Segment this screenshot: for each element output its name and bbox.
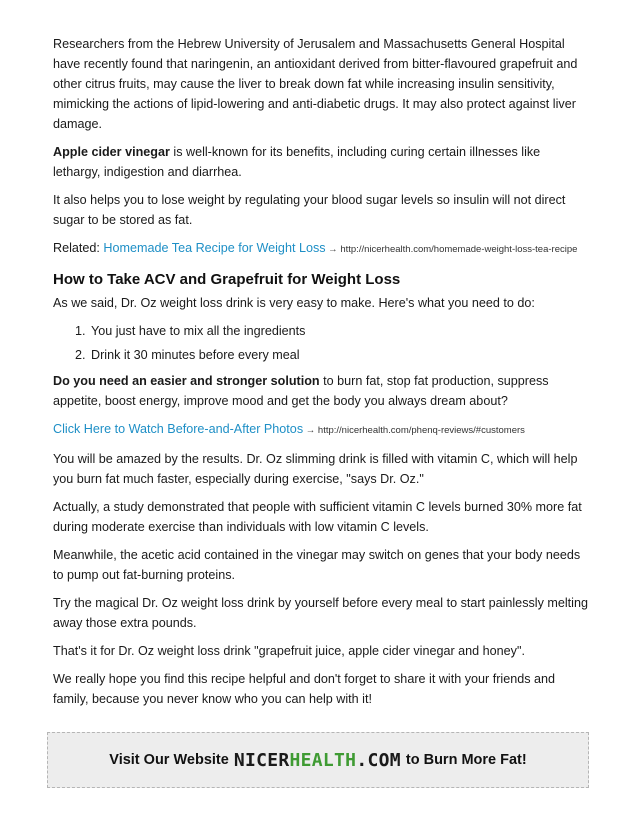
before-after-photos-link[interactable]: Click Here to Watch Before-and-After Photos [53,422,304,436]
list-item: 1. You just have to mix all the ingredients [89,321,590,341]
related-url[interactable]: http://nicerhealth.com/homemade-weight-loss-tea-recipe [340,244,578,255]
solution-text: to burn fat, stop fat production, suppress appetite, boost energy, improve mood and get the body you always dream about? [53,374,549,408]
paragraph-thats-it: That's it for Dr. Oz weight loss drink "grapefruit juice, apple cider vinegar and honey". [53,644,525,658]
paragraph-naringenin: Researchers from the Hebrew University of Jerusalem and Massachusetts General Hospital have recently found that naringenin, an antioxidant derived from bitter-flavoured grapefruit and other citrus fruits, may cause the liver to break down fat while increasing insulin sensitivity, mimicking the actions of lipid-lowering and anti-diabetic drugs. It may also protect against liver damage. [53,37,578,131]
paragraph-intro: As we said, Dr. Oz weight loss drink is very easy to make. Here's what you need to do: [53,296,535,310]
paragraph-blood-sugar: It also helps you to lose weight by regulating your blood sugar levels so insulin will not direct sugar to be stored as fat. [53,193,566,227]
cta-line [53,419,590,441]
steps-list [53,321,590,365]
related-line [53,238,590,260]
paragraph-try-drink: Try the magical Dr. Oz weight loss drink by yourself before every meal to start painlessly melting away those extra pounds. [53,596,588,630]
banner-prefix: Visit Our Website [109,752,229,768]
paragraph-closing: We really hope you find this recipe helpful and don't forget to share it with your friends and family, because you never know who you can help with it! [53,672,556,706]
logo-part-com: .COM [356,749,401,771]
related-tea-recipe-link[interactable]: Homemade Tea Recipe for Weight Loss [103,241,326,255]
paragraph-study: Actually, a study demonstrated that people with sufficient vitamin C levels burned 30% more fat during moderate exercise than individuals with low vitamin C levels. [53,500,582,534]
acv-bold-term: Apple cider vinegar [53,145,170,159]
paragraph-easier-solution [53,371,590,411]
related-arrow: → [325,244,341,255]
paragraph-apple-cider-vinegar [53,142,590,182]
logo-part-nicer: NICER [233,749,290,771]
banner-suffix: to Burn More Fat! [405,752,527,768]
cta-url[interactable]: http://nicerhealth.com/phenq-reviews/#customers [317,425,525,436]
cta-arrow: → [303,425,318,436]
acv-text: is well-known for its benefits, including curing certain illnesses like lethargy, indigestion and diarrhea. [53,145,541,179]
article-body [53,34,590,717]
website-banner[interactable] [47,732,589,788]
section-heading: How to Take ACV and Grapefruit for Weight Loss [53,271,401,288]
solution-bold-text: Do you need an easier and stronger solution [53,374,320,388]
paragraph-acetic-acid: Meanwhile, the acetic acid contained in the vinegar may switch on genes that your body needs to pump out fat-burning proteins. [53,548,581,582]
paragraph-vitamin-c: You will be amazed by the results. Dr. Oz slimming drink is filled with vitamin C, which will help you burn fat much faster, especially during exercise, "says Dr. Oz." [53,452,578,486]
nicerhealth-logo[interactable] [234,750,401,771]
list-item: 2. Drink it 30 minutes before every meal [89,345,590,365]
related-label: Related: [53,241,104,255]
logo-part-health: HEALTH [289,749,357,771]
